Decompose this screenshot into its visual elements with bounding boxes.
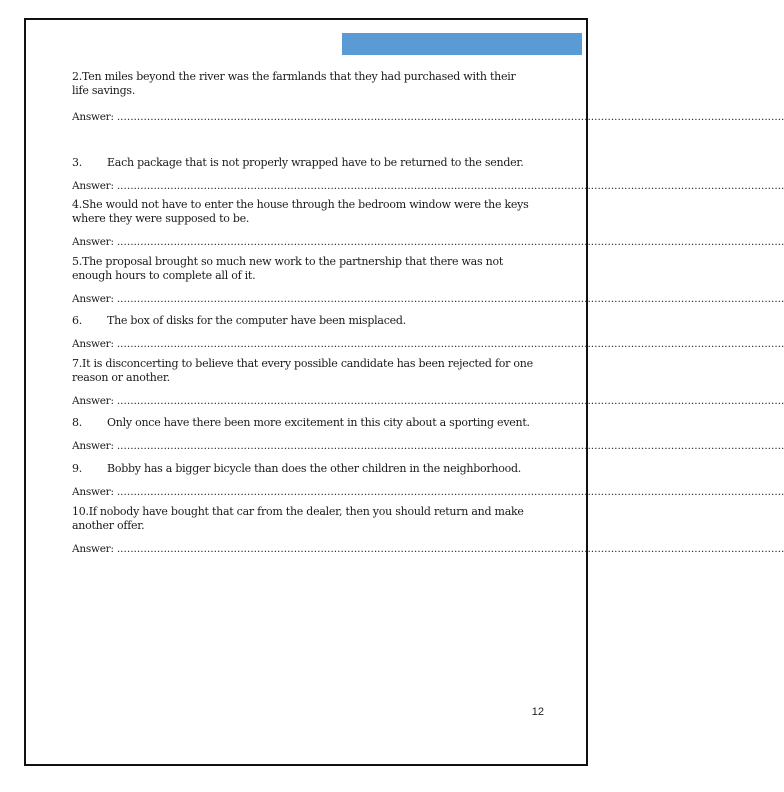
question-label: 9.: [72, 462, 82, 475]
question-label: 6.: [72, 314, 82, 327]
question-2: [72, 70, 534, 98]
question-5: [72, 255, 534, 283]
answer-dots: ........................................................................................................................................................................................................: [116, 111, 784, 123]
question-4: [72, 198, 534, 226]
answer-dots: ........................................................................................................................................................................................................: [116, 338, 784, 350]
question-label: 7.: [72, 357, 82, 370]
question-9: [72, 462, 534, 476]
question-label: 3.: [72, 156, 82, 169]
question-label: 10.: [72, 505, 89, 518]
answer-dots: ........................................................................................................................................................................................................: [116, 486, 784, 498]
question-text: She would not have to enter the house through the bedroom window were the keys where they were supposed to be.: [72, 198, 529, 225]
question-10: [72, 505, 534, 533]
answer-label: Answer:: [72, 293, 114, 305]
answer-dots: ........................................................................................................................................................................................................: [116, 440, 784, 452]
answer-label: Answer:: [72, 543, 114, 555]
answer-line-2[interactable]: [72, 110, 784, 124]
answer-line-6[interactable]: [72, 337, 784, 351]
question-text: Bobby has a bigger bicycle than does the other children in the neighborhood.: [107, 462, 522, 475]
question-label: 8.: [72, 416, 82, 429]
answer-line-7[interactable]: [72, 394, 784, 408]
question-text: If nobody have bought that car from the dealer, then you should return and make another offer.: [72, 505, 524, 532]
answer-label: Answer:: [72, 440, 114, 452]
answer-line-5[interactable]: [72, 292, 784, 306]
answer-dots: ........................................................................................................................................................................................................: [116, 543, 784, 555]
question-text: Each package that is not properly wrapped have to be returned to the sender.: [107, 156, 524, 169]
question-8: [72, 416, 534, 430]
answer-label: Answer:: [72, 236, 114, 248]
answer-label: Answer:: [72, 486, 114, 498]
answer-dots: ........................................................................................................................................................................................................: [116, 395, 784, 407]
answer-label: Answer:: [72, 395, 114, 407]
question-6: [72, 314, 534, 328]
question-text: Only once have there been more excitement in this city about a sporting event.: [107, 416, 530, 429]
question-label: 2.: [72, 70, 82, 83]
answer-line-3[interactable]: [72, 179, 784, 193]
answer-line-4[interactable]: [72, 235, 784, 249]
question-3: [72, 156, 534, 170]
answer-label: Answer:: [72, 180, 114, 192]
header-bar: [342, 33, 582, 55]
answer-line-8[interactable]: [72, 439, 784, 453]
answer-label: Answer:: [72, 111, 114, 123]
question-text: The box of disks for the computer have been misplaced.: [107, 314, 406, 327]
answer-label: Answer:: [72, 338, 114, 350]
question-label: 4.: [72, 198, 82, 211]
question-label: 5.: [72, 255, 82, 268]
page-number: 12: [531, 706, 544, 718]
exercise-content: [72, 70, 784, 556]
answer-dots: ........................................................................................................................................................................................................: [116, 236, 784, 248]
answer-dots: ........................................................................................................................................................................................................: [116, 293, 784, 305]
question-7: [72, 357, 534, 385]
answer-line-10[interactable]: [72, 542, 784, 556]
question-text: Ten miles beyond the river was the farmlands that they had purchased with their life savings.: [72, 70, 516, 97]
answer-line-9[interactable]: [72, 485, 784, 499]
answer-dots: ........................................................................................................................................................................................................: [116, 180, 784, 192]
question-text: It is disconcerting to believe that every possible candidate has been rejected for one reason or another.: [72, 357, 533, 384]
question-text: The proposal brought so much new work to the partnership that there was not enough hours to complete all of it.: [72, 255, 503, 282]
